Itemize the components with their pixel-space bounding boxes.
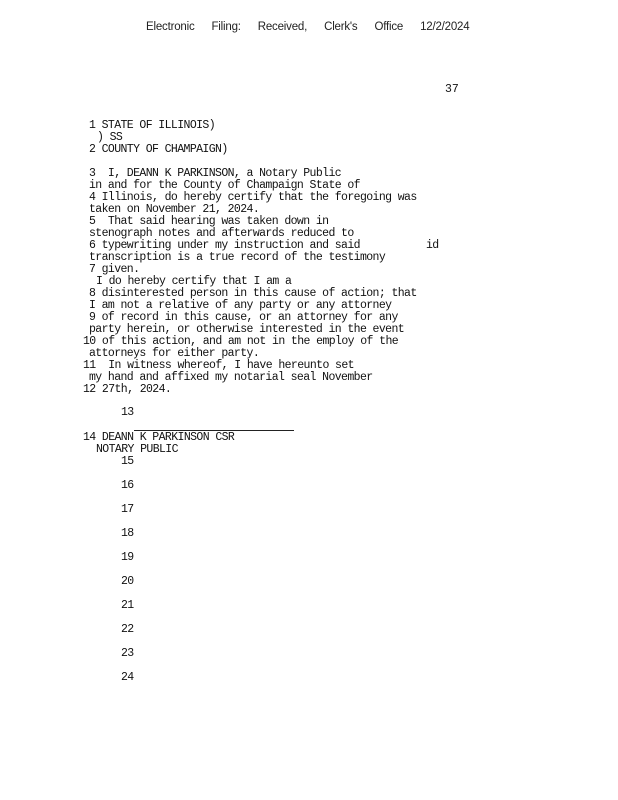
transcript-line: 7 given. (89, 263, 140, 276)
transcript-line: 1 STATE OF ILLINOIS) (89, 119, 216, 132)
transcript-line: 5 That said hearing was taken down in (89, 215, 329, 228)
transcript-line: taken on November 21, 2024. (89, 203, 260, 216)
transcript-line: attorneys for either party. (89, 347, 260, 360)
transcript-line: party herein, or otherwise interested in the event (89, 323, 405, 336)
transcript-line: I am not a relative of any party or any attorney (89, 299, 392, 312)
line-number: 17 (121, 503, 134, 516)
transcript-line: I do hereby certify that I am a (96, 275, 292, 288)
transcript-line: 6 typewriting under my instruction and said (89, 239, 360, 252)
transcript-line: 12 27th, 2024. (83, 383, 172, 396)
transcript-line: ) SS (97, 131, 123, 144)
signer-name: 14 DEANN K PARKINSON CSR (83, 431, 235, 444)
transcript-line: transcription is a true record of the testimony (89, 251, 386, 264)
page-number: 37 (445, 83, 459, 96)
transcript-line: 11 In witness whereof, I have hereunto set (83, 359, 354, 372)
transcript-line: 4 Illinois, do hereby certify that the foregoing was (89, 191, 417, 204)
line-number: 19 (121, 551, 134, 564)
transcript-line: 2 COUNTY OF CHAMPAIGN) (89, 143, 228, 156)
signer-title: NOTARY PUBLIC (96, 443, 178, 456)
line-number: 23 (121, 647, 134, 660)
line-number: 21 (121, 599, 134, 612)
transcript-line: 3 I, DEANN K PARKINSON, a Notary Public (89, 167, 342, 180)
line-number: 18 (121, 527, 134, 540)
transcript-line: 10 of this action, and am not in the employ of the (83, 335, 399, 348)
line-number: 15 (121, 455, 134, 468)
line-number: 22 (121, 623, 134, 636)
line-number: 13 (121, 406, 134, 419)
transcript-line: my hand and affixed my notarial seal November (89, 371, 373, 384)
transcript-line: 9 of record in this cause, or an attorney for any (89, 311, 398, 324)
filing-stamp: Electronic Filing: Received, Clerk's Office 12/2/2024 (146, 21, 470, 33)
transcript-line: id (426, 239, 439, 252)
transcript-line: in and for the County of Champaign State of (89, 179, 360, 192)
line-number: 20 (121, 575, 134, 588)
line-number: 16 (121, 479, 134, 492)
transcript-line: 8 disinterested person in this cause of action; that (89, 287, 417, 300)
transcript-line: stenograph notes and afterwards reduced to (89, 227, 354, 240)
line-number: 24 (121, 671, 134, 684)
